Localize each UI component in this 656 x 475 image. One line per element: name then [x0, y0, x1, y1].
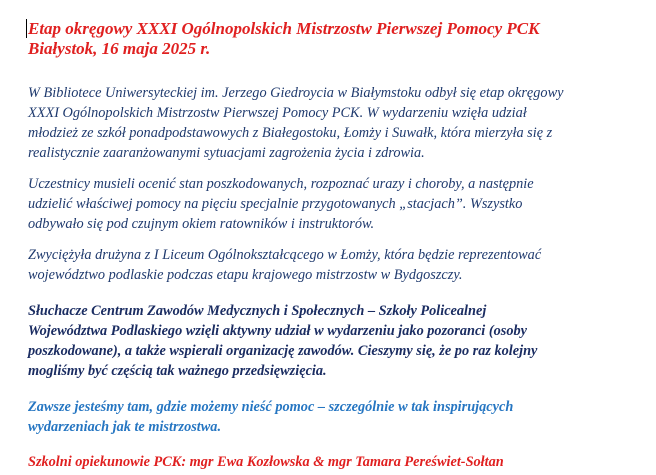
text-line: XXXI Ogólnopolskich Mistrzostw Pierwszej Pomocy PCK. W wydarzeniu wzięła udział: [28, 105, 527, 121]
text-line: odbywało się pod czujnym okiem ratowników i instruktorów.: [28, 216, 375, 232]
text-line: W Bibliotece Uniwersyteckiej im. Jerzego Giedroycia w Białymstoku odbył się etap okręgowy: [28, 85, 564, 101]
text-line: Zwyciężyła drużyna z I Liceum Ogólnokształcącego w Łomży, która będzie reprezentować: [28, 247, 542, 263]
title-date-line: Białystok, 16 maja 2025 r.: [28, 39, 211, 58]
text-line: Uczestnicy musieli ocenić stan poszkodowanych, rozpoznać urazy i choroby, a następnie: [28, 176, 534, 192]
text-line: mogliśmy być częścią tak ważnego przedsięwzięcia.: [28, 363, 327, 379]
text-line: młodzież ze szkół ponadpodstawowych z Białegostoku, Łomży i Suwałk, która mierzyła się z: [28, 125, 553, 141]
paragraph-closing-statement: [28, 397, 643, 437]
text-line: wydarzeniach jak te mistrzostwa.: [28, 419, 222, 435]
paragraph-event-description: [28, 83, 643, 163]
text-line: województwo podlaskie podczas etapu krajowego mistrzostw w Bydgoszczy.: [28, 267, 463, 283]
text-cursor: [26, 19, 27, 38]
document-title: [28, 19, 648, 59]
paragraph-school-participation: [28, 301, 643, 381]
text-line: Województwa Podlaskiego wzięli aktywny udział w wydarzeniu jako pozoranci (osoby: [28, 323, 527, 339]
title-line: Etap okręgowy XXXI Ogólnopolskich Mistrzostw Pierwszej Pomocy PCK: [28, 19, 540, 38]
text-line: Zawsze jesteśmy tam, gdzie możemy nieść pomoc – szczególnie w tak inspirujących: [28, 399, 514, 415]
text-line: poszkodowane), a także wspierali organizację zawodów. Cieszymy się, że po raz kolejny: [28, 343, 538, 359]
paragraph-participants-tasks: [28, 174, 643, 234]
text-line: Słuchacze Centrum Zawodów Medycznych i Społecznych – Szkoły Policealnej: [28, 303, 487, 319]
text-line: udzielić właściwej pomocy na pięciu specjalnie przygotowanych „stacjach”. Wszystko: [28, 196, 523, 212]
text-line: realistycznie zaaranżowanymi sytuacjami zagrożenia życia i zdrowia.: [28, 145, 425, 161]
paragraph-caretakers: [28, 452, 643, 472]
paragraph-winner: [28, 245, 643, 285]
text-line: Szkolni opiekunowie PCK: mgr Ewa Kozłowska & mgr Tamara Pereświet-Sołtan: [28, 454, 504, 470]
